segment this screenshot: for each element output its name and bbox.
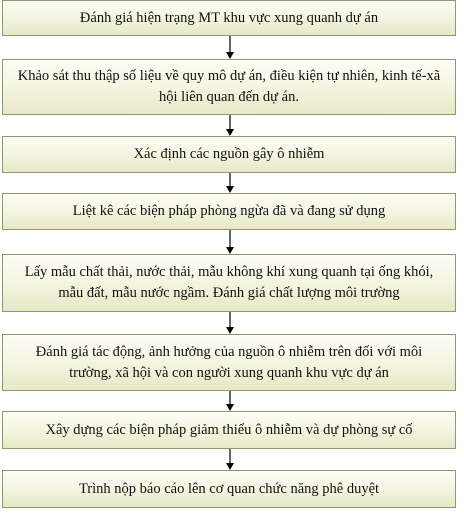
flow-step-mitigation-measures: Xây dựng các biện pháp giảm thiểu ô nhiễm và dự phòng sự cố: [2, 411, 456, 449]
flow-step-assess-current-environment: Đánh giá hiện trạng MT khu vực xung quanh dự án: [2, 0, 456, 36]
flow-step-impact-assessment: Đánh giá tác động, ảnh hưởng của nguồn ô nhiễm trên đối với môi trường, xã hội và con người xung quanh khu vực dự án: [2, 334, 456, 391]
flow-step-survey-data-collection: Khảo sát thu thập số liệu về quy mô dự án, điều kiện tự nhiên, kinh tế-xã hội liên quan đến dự án.: [2, 59, 456, 115]
down-arrow-icon: [226, 173, 234, 193]
down-arrow-icon: [226, 36, 234, 59]
down-arrow-icon: [226, 230, 234, 254]
flow-step-identify-pollution-sources: Xác định các nguồn gây ô nhiễm: [2, 136, 456, 173]
down-arrow-icon: [226, 449, 234, 470]
down-arrow-icon: [226, 312, 234, 334]
flow-step-submit-report: Trình nộp báo cáo lên cơ quan chức năng phê duyệt: [2, 470, 456, 508]
flow-step-list-prevention-measures: Liệt kê các biện pháp phòng ngừa đã và đang sử dụng: [2, 193, 456, 230]
down-arrow-icon: [226, 391, 234, 411]
down-arrow-icon: [226, 115, 234, 136]
flow-step-sampling-quality-assessment: Lấy mẫu chất thải, nước thải, mẫu không khí xung quanh tại ống khói, mẫu đất, mẫu nước ngầm. Đánh giá chất lượng môi trường: [2, 254, 456, 312]
